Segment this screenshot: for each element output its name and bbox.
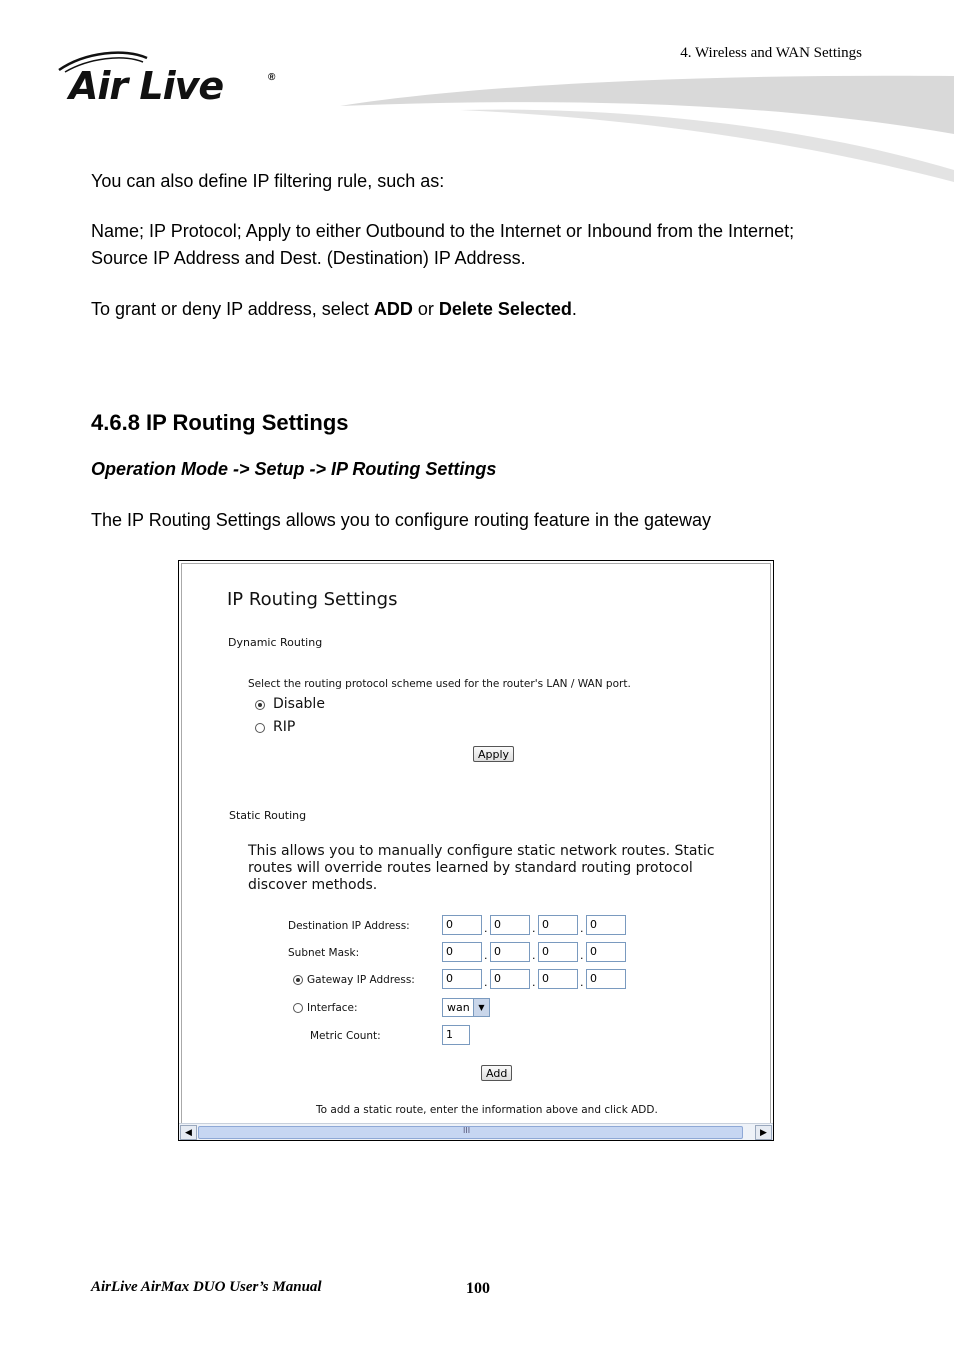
text-run: or [412,299,439,319]
octet-separator: . [484,949,488,962]
interface-label: Interface: [307,1002,358,1014]
disable-radio[interactable] [255,700,265,710]
bold-delete-selected: Delete Selected [438,299,572,319]
paragraph-line: Source IP Address and Dest. (Destination) IP Address. [91,248,526,268]
metric-count-label: Metric Count: [310,1030,381,1042]
rip-label: RIP [273,719,296,735]
subnet-mask-octet-1[interactable]: 0 [442,942,482,962]
scroll-right-icon[interactable]: ▶ [755,1125,772,1140]
interface-radio[interactable] [293,1003,303,1013]
subnet-mask-label: Subnet Mask: [288,947,360,959]
destination-ip-octet-3[interactable]: 0 [538,915,578,935]
destination-ip-octet-1[interactable]: 0 [442,915,482,935]
destination-ip-octet-2[interactable]: 0 [490,915,530,935]
horizontal-scrollbar[interactable] [179,1123,773,1140]
dynamic-routing-heading: Dynamic Routing [228,636,323,649]
text-run: To grant or deny IP address, select [91,299,374,319]
scrollbar-thumb[interactable] [198,1126,743,1139]
text-run: . [571,299,577,319]
gateway-ip-octet-4[interactable]: 0 [586,969,626,989]
octet-separator: . [532,976,536,989]
scrollbar-grip: III [463,1126,471,1135]
add-route-button[interactable]: Add [481,1065,512,1081]
subnet-mask-octet-3[interactable]: 0 [538,942,578,962]
octet-separator: . [532,949,536,962]
destination-ip-octet-4[interactable]: 0 [586,915,626,935]
destination-ip-label: Destination IP Address: [288,920,410,932]
navigation-path: Operation Mode -> Setup -> IP Routing Settings [91,459,497,479]
octet-separator: . [532,922,536,935]
page-number: 100 [466,1280,490,1297]
gateway-radio[interactable] [293,975,303,985]
logo-registered-mark: ® [268,72,276,83]
octet-separator: . [580,976,584,989]
airlive-logo [55,48,285,118]
paragraph-filter-intro: You can also define IP filtering rule, such as: [91,171,445,191]
subnet-mask-octet-2[interactable]: 0 [490,942,530,962]
interface-select-value: wan [447,1001,470,1014]
footer-manual-title: AirLive AirMax DUO User’s Manual [91,1279,322,1295]
disable-label: Disable [273,696,325,712]
bold-add: ADD [373,299,413,319]
add-route-hint: To add a static route, enter the information above and click ADD. [316,1104,658,1116]
octet-separator: . [580,949,584,962]
octet-separator: . [484,976,488,989]
static-routing-heading: Static Routing [229,809,307,822]
octet-separator: . [580,922,584,935]
metric-count-input[interactable]: 1 [442,1025,470,1045]
paragraph-routing-intro: The IP Routing Settings allows you to configure routing feature in the gateway [91,510,712,530]
gateway-ip-octet-3[interactable]: 0 [538,969,578,989]
interface-select[interactable] [442,998,490,1017]
paragraph-line: Name; IP Protocol; Apply to either Outbound to the Internet or Inbound from the Internet; [91,221,795,241]
screenshot-title: IP Routing Settings [227,589,398,610]
chapter-header: 4. Wireless and WAN Settings [680,45,862,61]
gateway-ip-label: Gateway IP Address: [307,974,415,986]
rip-radio[interactable] [255,723,265,733]
logo-text: Air Live [69,64,224,108]
dynamic-routing-desc: Select the routing protocol scheme used for the router's LAN / WAN port. [248,678,631,690]
ip-routing-screenshot [178,560,774,1141]
section-heading: 4.6.8 IP Routing Settings [91,410,349,435]
gateway-ip-octet-1[interactable]: 0 [442,969,482,989]
octet-separator: . [484,922,488,935]
gateway-ip-octet-2[interactable]: 0 [490,969,530,989]
static-routing-desc: This allows you to manually configure static network routes. Static routes will override routes learned by standard routing protocol discover methods. [248,843,715,893]
scroll-left-icon[interactable]: ◀ [180,1125,197,1140]
subnet-mask-octet-4[interactable]: 0 [586,942,626,962]
apply-button[interactable]: Apply [473,746,514,762]
paragraph-filter-fields [91,218,871,272]
paragraph-grant-deny [91,296,871,323]
chevron-down-icon[interactable]: ▼ [473,999,489,1016]
